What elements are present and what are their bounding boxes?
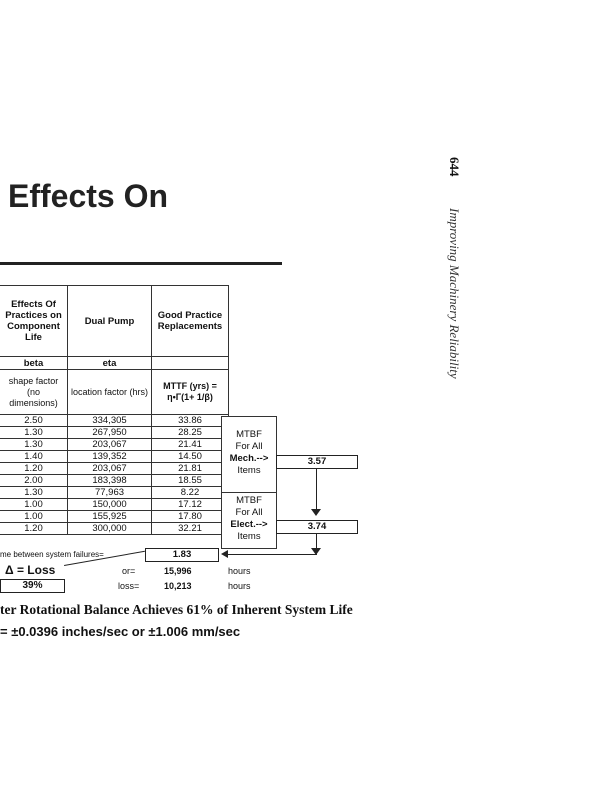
eta-cell: 155,925 [68, 511, 152, 523]
subheader-empty [152, 357, 229, 370]
elec-line2: For All [235, 507, 263, 518]
mech-connector-line [316, 469, 317, 513]
eta-cell: 139,352 [68, 451, 152, 463]
header-dual-pump: Dual Pump [68, 286, 152, 357]
caption-line-1: ter Rotational Balance Achieves 61% of Inherent System Life [0, 602, 353, 617]
mttf-cell: 32.21 [152, 523, 229, 535]
loss-label: loss= [118, 581, 140, 591]
or-label: or= [122, 566, 136, 576]
mech-down-arrow-icon [311, 509, 321, 516]
header-effects: Effects Of Practices on Component Life [0, 286, 68, 357]
mech-line3: Mech.--> [229, 453, 269, 464]
table-row [0, 499, 229, 511]
running-head: Improving Machinery Reliability [447, 208, 462, 379]
desc-shape-factor: shape factor (no dimensions) [0, 370, 68, 415]
table-row [0, 523, 229, 535]
header-good-practice: Good Practice Replacements [152, 286, 229, 357]
table-row [0, 487, 229, 499]
title-rule [0, 262, 282, 265]
mech-mtbf-box [221, 416, 277, 494]
loss-unit: hours [228, 581, 251, 591]
page-number: 644 [447, 157, 462, 177]
page-title: Effects On [8, 178, 169, 214]
delta-loss-value: 39% [0, 579, 65, 593]
table-row [0, 463, 229, 475]
desc-location-factor: location factor (hrs) [68, 370, 152, 415]
mech-line2: For All [235, 441, 263, 452]
left-arrow-icon [221, 550, 228, 558]
beta-cell: 1.20 [0, 463, 68, 475]
mttf-cell: 18.55 [152, 475, 229, 487]
elec-line1: MTBF [236, 495, 262, 506]
mttf-cell: 17.12 [152, 499, 229, 511]
table-row [0, 451, 229, 463]
eta-cell: 150,000 [68, 499, 152, 511]
eta-cell: 300,000 [68, 523, 152, 535]
mttf-cell: 28.25 [152, 427, 229, 439]
mttf-cell: 21.41 [152, 439, 229, 451]
system-failure-label: me between system failures= [0, 550, 104, 559]
or-unit: hours [228, 566, 251, 576]
practice-table [0, 285, 229, 535]
system-mtbf-value: 1.83 [145, 548, 219, 562]
beta-cell: 2.00 [0, 475, 68, 487]
delta-loss-label: Δ = Loss [5, 563, 56, 577]
eta-cell: 203,067 [68, 463, 152, 475]
mech-mtbf-value: 3.57 [276, 455, 358, 469]
eta-cell: 183,398 [68, 475, 152, 487]
eta-cell: 267,950 [68, 427, 152, 439]
beta-cell: 1.30 [0, 487, 68, 499]
or-value: 15,996 [164, 566, 192, 576]
beta-cell: 1.40 [0, 451, 68, 463]
beta-cell: 1.30 [0, 439, 68, 451]
subheader-eta: eta [68, 357, 152, 370]
return-line [228, 554, 317, 555]
eta-cell: 203,067 [68, 439, 152, 451]
subheader-beta: beta [0, 357, 68, 370]
beta-cell: 1.00 [0, 499, 68, 511]
table-row [0, 427, 229, 439]
elec-line3: Elect.--> [230, 519, 268, 530]
table-row [0, 439, 229, 451]
caption-line-2: = ±0.0396 inches/sec or ±1.006 mm/sec [0, 624, 241, 639]
mttf-cell: 17.80 [152, 511, 229, 523]
eta-cell: 77,963 [68, 487, 152, 499]
elec-mtbf-value: 3.74 [276, 520, 358, 534]
table-row [0, 475, 229, 487]
loss-value: 10,213 [164, 581, 192, 591]
beta-cell: 1.30 [0, 427, 68, 439]
elec-line4: Items [237, 531, 261, 542]
mttf-cell: 8.22 [152, 487, 229, 499]
eta-cell: 334,305 [68, 415, 152, 427]
elec-connector-line [316, 534, 317, 548]
table-row [0, 415, 229, 427]
elec-mtbf-box [221, 492, 277, 549]
mech-line1: MTBF [236, 429, 262, 440]
table-row [0, 511, 229, 523]
beta-cell: 1.20 [0, 523, 68, 535]
mttf-cell: 14.50 [152, 451, 229, 463]
elec-down-arrow-icon [311, 548, 321, 555]
desc-mttf: MTTF (yrs) = η•Γ(1+ 1/β) [152, 370, 229, 415]
mech-line4: Items [237, 465, 261, 476]
beta-cell: 1.00 [0, 511, 68, 523]
beta-cell: 2.50 [0, 415, 68, 427]
mttf-cell: 21.81 [152, 463, 229, 475]
mttf-cell: 33.86 [152, 415, 229, 427]
